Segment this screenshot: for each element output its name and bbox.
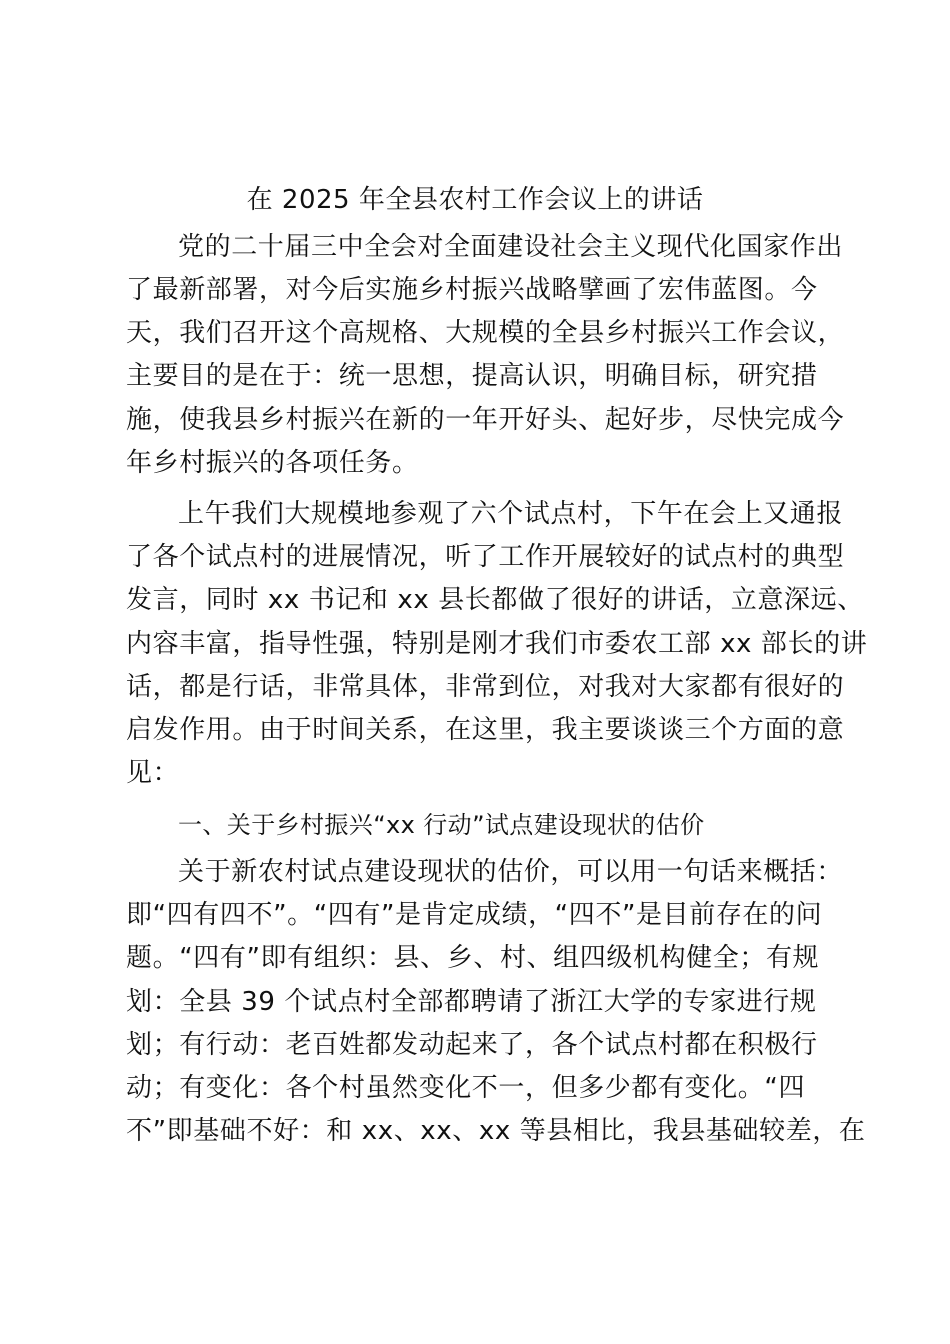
- text-line: 年乡村振兴的各项任务。: [126, 448, 419, 478]
- text-line: 见：: [126, 758, 180, 788]
- text-line: 不”即基础不好：和 xx、xx、xx 等县相比，我县基础较差，在: [126, 1116, 866, 1146]
- text-line: 话，都是行话，非常具体，非常到位，对我对大家都有很好的: [126, 672, 845, 702]
- text-line: 动；有变化：各个村虽然变化不一，但多少都有变化。“四: [126, 1073, 806, 1103]
- text-line: 划；有行动：老百姓都发动起来了，各个试点村都在积极行: [126, 1030, 818, 1060]
- text-line: 天，我们召开这个高规格、大规模的全县乡村振兴工作会议，: [126, 318, 845, 348]
- text-line: 了最新部署，对今后实施乡村振兴战略擘画了宏伟蓝图。今: [126, 275, 818, 305]
- document-title: 在 2025 年全县农村工作会议上的讲话: [246, 185, 704, 215]
- text-line: 题。“四有”即有组织：县、乡、村、组四级机构健全；有规: [126, 943, 820, 973]
- text-line: 内容丰富，指导性强，特别是刚才我们市委农工部 xx 部长的讲: [126, 629, 868, 659]
- text-line: 关于新农村试点建设现状的估价，可以用一句话来概括：: [178, 857, 844, 887]
- text-line: 了各个试点村的进展情况，听了工作开展较好的试点村的典型: [126, 542, 845, 572]
- text-line: 启发作用。由于时间关系，在这里，我主要谈谈三个方面的意: [126, 715, 845, 745]
- text-line: 施，使我县乡村振兴在新的一年开好头、起好步，尽快完成今: [126, 405, 845, 435]
- text-line: 发言，同时 xx 书记和 xx 县长都做了很好的讲话，立意深远、: [126, 585, 864, 615]
- text-line: 上午我们大规模地参观了六个试点村，下午在会上又通报: [178, 499, 844, 529]
- text-line: 划：全县 39 个试点村全部都聘请了浙江大学的专家进行规: [126, 987, 817, 1017]
- text-line: 即“四有四不”。“四有”是肯定成绩，“四不”是目前存在的问: [126, 900, 823, 930]
- text-line: 主要目的是在于：统一思想，提高认识，明确目标，研究措: [126, 361, 818, 391]
- section-heading: 一、关于乡村振兴“xx 行动”试点建设现状的估价: [178, 811, 705, 839]
- text-line: 党的二十届三中全会对全面建设社会主义现代化国家作出: [178, 232, 844, 262]
